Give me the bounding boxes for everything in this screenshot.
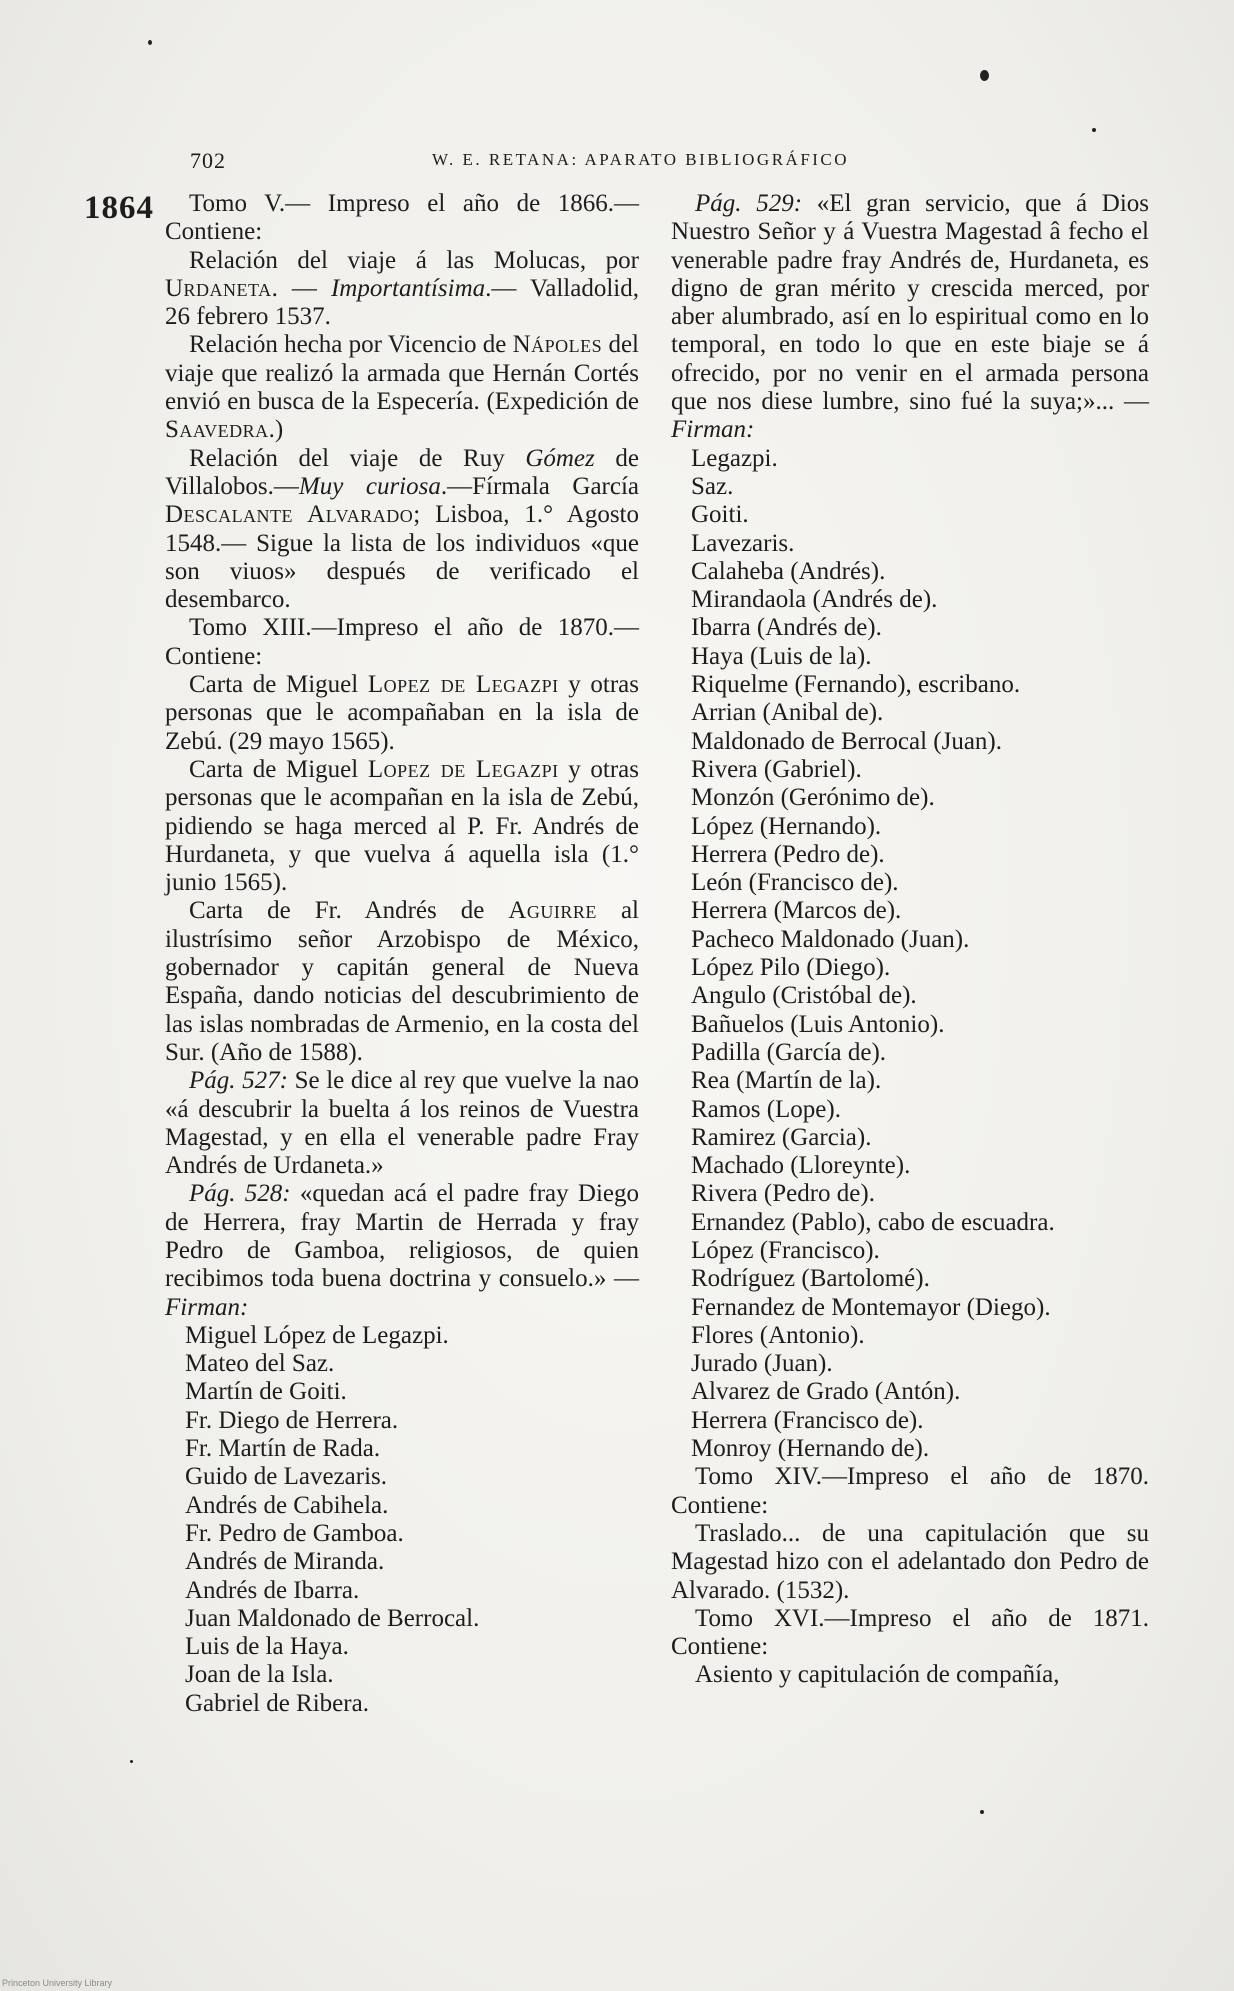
signatory-line: León (Francisco de). [691,869,899,897]
signatory-line: Goiti. [691,501,749,529]
signatory-line: Maldonado de Berrocal (Juan). [691,727,1002,755]
signatory-line: López (Hernando). [691,812,882,840]
right-column [671,190,1149,1690]
right-signatory-list [671,445,1149,1464]
paragraph-carta-aguirre: Carta de Fr. Andrés de Aguirre al ilustrísimo señor Arzobispo de México, gobernador y capitán general de Nueva España, dando noticias del descubrimiento de las islas nombradas de Armenio, en la costa del Sur. (Año de 1588). [165,897,640,1066]
paragraph-relacion-napoles: Relación hecha por Vicencio de Nápoles del viaje que realizó la armada que Hernán Cortés envió en busca de la Especería. (Expedición de Saavedra.) [165,331,639,444]
paragraph-relacion-molucas: Relación del viaje á las Molucas, por Urdaneta. — Importantísima.— Valladolid, 26 febrero 1537. [165,246,639,331]
signatory-line: Joan de la Isla. [185,1661,334,1689]
paragraph-traslado: Traslado... de una capitulación que su Magestad hizo con el adelantado don Pedro de Alvarado. (1532). [671,1519,1149,1604]
signatory-line: Rivera (Pedro de). [691,1180,875,1208]
signatory-line: Rodríguez (Bartolomé). [691,1265,930,1293]
paragraph-carta-legazpi-2: Carta de Miguel Lopez de Legazpi y otras personas que le acompañan en la isla de Zebú, pidiendo se haga merced al P. Fr. Andrés de Hurdaneta, y que vuelva á aquella isla (1.° junio 1565). [165,755,639,897]
scan-speck [980,70,989,81]
signatory-line: Calaheba (Andrés). [691,557,886,585]
scan-speck [1092,128,1096,132]
page-header [0,142,1234,182]
signatory-line: Angulo (Cristóbal de). [691,982,917,1010]
left-signatory-list [165,1322,639,1718]
signatory-line: Haya (Luis de la). [691,642,872,670]
signatory-line: Flores (Antonio). [691,1321,865,1349]
signatory-line: Mateo del Saz. [185,1350,335,1378]
signatory-line: López Pilo (Diego). [691,954,891,982]
signatory-line: Monroy (Hernando de). [691,1435,930,1463]
signatory-line: Jurado (Juan). [691,1350,833,1378]
signatory-line: Ramirez (Garcia). [691,1123,872,1151]
signatory-line: Legazpi. [691,444,778,472]
signatory-line: Ernandez (Pablo), cabo de escuadra. [691,1208,1055,1236]
signatory-line: Rivera (Gabriel). [691,755,862,783]
signatory-line: Andrés de Miranda. [185,1548,385,1576]
signatory-line: Padilla (García de). [691,1038,887,1066]
signatory-line: Saz. [691,472,734,500]
signatory-line: Andrés de Cabihela. [185,1491,389,1519]
signatory-line: Pacheco Maldonado (Juan). [691,925,970,953]
signatory-line: Herrera (Francisco de). [691,1406,924,1434]
signatory-line: Miguel López de Legazpi. [185,1321,449,1349]
entry-number: 1864 [84,190,154,226]
paragraph-tomo-v: Tomo V.— Impreso el año de 1866.— Contiene: [165,190,639,246]
signatory-line: Guido de Lavezaris. [185,1463,388,1491]
signatory-line: Mirandaola (Andrés de). [691,586,938,614]
signatory-line: Machado (Lloreynte). [691,1152,911,1180]
signatory-line: Rea (Martín de la). [691,1067,882,1095]
paragraph-tomo-xiii: Tomo XIII.—Impreso el año de 1870.— Contiene: [165,614,639,670]
signatory-line: Fernandez de Montemayor (Diego). [691,1293,1051,1321]
signatory-line: Fr. Martín de Rada. [185,1435,381,1463]
scan-speck [980,1810,984,1814]
signatory-line: Alvarez de Grado (Antón). [691,1378,961,1406]
signatory-line: Arrian (Anibal de). [691,699,884,727]
paragraph-relacion-villalobos: Relación del viaje de Ruy Gómez de Villalobos.—Muy curiosa.—Fírmala García Descalante Alvarado; Lisboa, 1.° Agosto 1548.— Sigue la lista de los individuos «que son viuos» después de verificado el desembarco. [165,444,639,614]
left-column [165,190,639,1718]
paragraph-tomo-xiv: Tomo XIV.—Impreso el año de 1870. Contiene: [671,1463,1149,1519]
paragraph-asiento: Asiento y capitulación de compañía, [695,1661,1060,1689]
signatory-line: Herrera (Marcos de). [691,897,902,925]
signatory-line: Fr. Pedro de Gamboa. [185,1519,404,1547]
signatory-line: Ramos (Lope). [691,1095,841,1123]
signatory-line: Luis de la Haya. [185,1633,349,1661]
signatory-line: López (Francisco). [691,1236,880,1264]
signatory-line: Fr. Diego de Herrera. [185,1406,399,1434]
signatory-line: Lavezaris. [691,529,795,557]
signatory-line: Bañuelos (Luis Antonio). [691,1010,945,1038]
page-number: 702 [190,148,226,173]
scan-speck [148,40,152,45]
paragraph-pag-529: Pág. 529: «El gran servicio, que á Dios Nuestro Señor y á Vuestra Magestad â fecho el venerable padre fray Andrés de, Hurdaneta, es digno de gran mérito y crescida merced, por aber alumbrado, así en lo espiritual como en lo temporal, en todo lo que en este biaje se á ofrecido, por no venir en el armada persona que nos diese lumbre, sino fué la suya;»... — Firman: [671,190,1149,444]
scan-speck [130,1760,133,1763]
signatory-line: Riquelme (Fernando), escribano. [691,671,1021,699]
running-head: W. E. RETANA: APARATO BIBLIOGRÁFICO [432,150,850,169]
signatory-line: Juan Maldonado de Berrocal. [185,1604,480,1632]
footer-credit: Princeton University Library [2,1978,113,1988]
paragraph-pag-528: Pág. 528: «quedan acá el padre fray Diego de Herrera, fray Martin de Herrada y fray Pedro de Gamboa, religiosos, de quien recibimos toda buena doctrina y consuelo.» — Firman: [165,1180,639,1321]
signatory-line: Monzón (Gerónimo de). [691,784,935,812]
signatory-line: Martín de Goiti. [185,1378,347,1406]
paragraph-carta-legazpi-1: Carta de Miguel Lopez de Legazpi y otras personas que le acompañaban en la isla de Zebú. (29 mayo 1565). [165,671,639,755]
signatory-line: Herrera (Pedro de). [691,840,885,868]
paragraph-tomo-xvi: Tomo XVI.—Impreso el año de 1871. Contiene: [671,1604,1149,1661]
paragraph-pag-527: Pág. 527: Se le dice al rey que vuelve la nao «á descubrir la buelta á los reinos de Vuestra Magestad, y en ella el venerable padre Fray Andrés de Urdaneta.» [165,1067,639,1180]
signatory-line: Gabriel de Ribera. [185,1689,369,1717]
signatory-line: Andrés de Ibarra. [185,1576,360,1604]
signatory-line: Ibarra (Andrés de). [691,614,882,642]
